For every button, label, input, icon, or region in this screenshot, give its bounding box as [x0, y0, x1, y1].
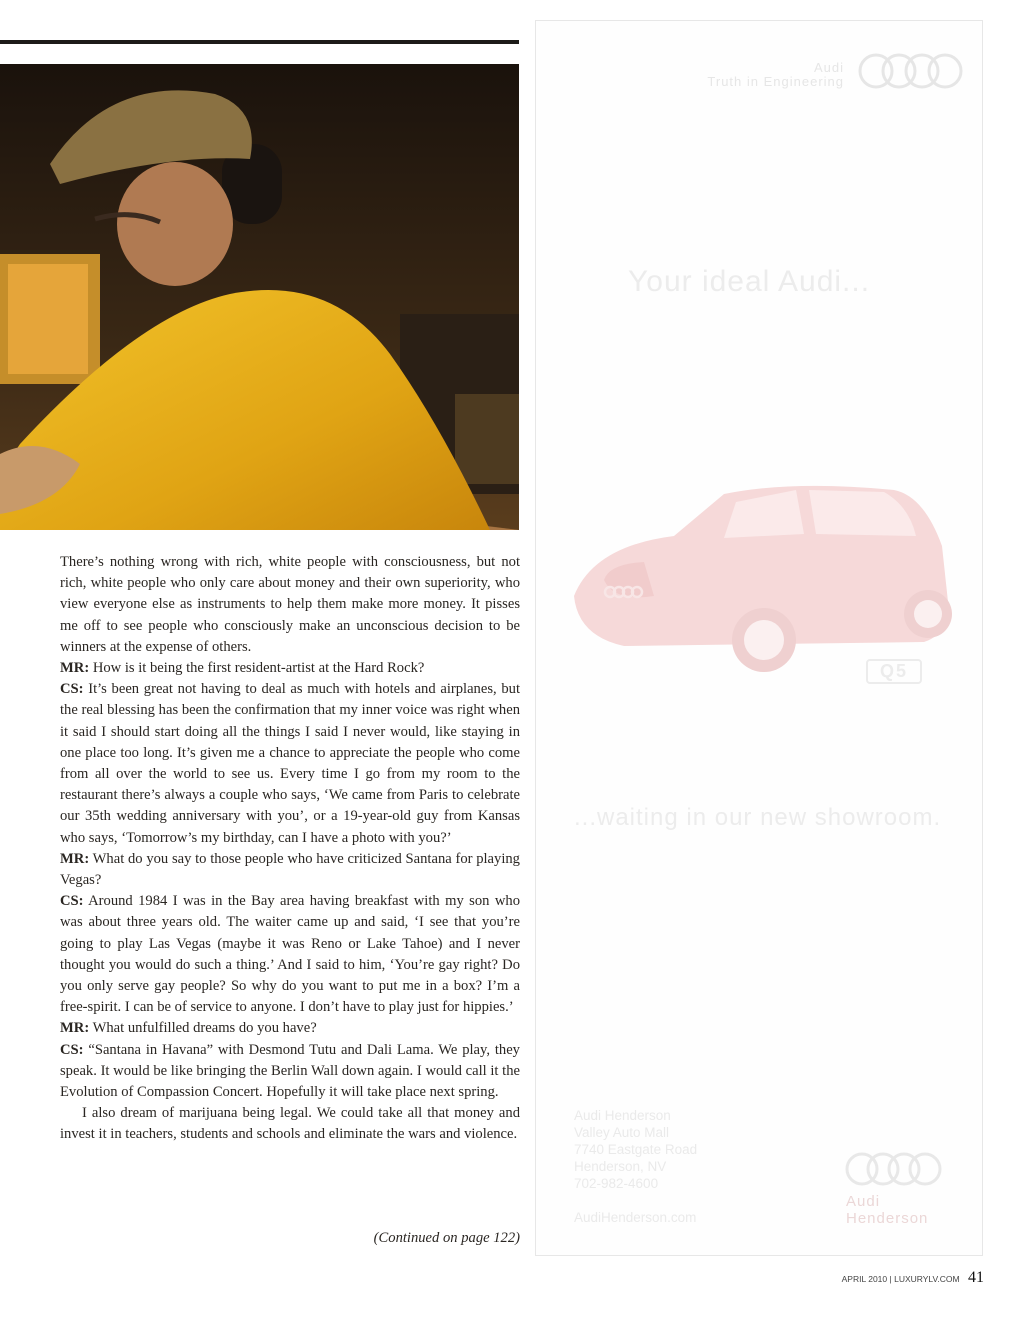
- interview-answer: [60, 679, 520, 849]
- dealer-rings-logo: [842, 1149, 946, 1189]
- ad-brand-tagline: Truth in Engineering: [707, 74, 844, 89]
- dealer-city: Henderson, NV: [574, 1159, 667, 1174]
- page-footer: [842, 1269, 984, 1287]
- interview-question: [60, 658, 520, 679]
- speaker-label: CS:: [60, 893, 84, 910]
- footer-separator: |: [889, 1274, 892, 1284]
- ad-headline: Your ideal Audi...: [628, 265, 871, 298]
- audi-rings-logo: [856, 51, 964, 91]
- page-number: 41: [968, 1269, 984, 1286]
- speaker-label: MR:: [60, 1020, 90, 1037]
- article-body: [60, 552, 520, 1146]
- dealer-address: [574, 1107, 697, 1192]
- answer-text: It’s been great not having to deal as much with hotels and airplanes, but the real blessing has been the confirmation that my inner voice was right when it said I should start doing all the things I said I never would, like staying in one place too long. It’s given me a chance to appreciate the people who come from all over the world to see us. Every time I go from my room to the restaurant there’s always a couple who says, ‘We came from Paris to celebrate our 35th wedding anniversary with you’, or a 19-year-old guy from Kansas who says, ‘Tomorrow’s my birthday, can I have a photo with you?’: [60, 681, 521, 846]
- dealer-logo-text: [846, 1193, 928, 1227]
- ad-brand: [707, 61, 844, 89]
- dealer-logo-line: Audi: [846, 1193, 881, 1210]
- article-paragraph: I also dream of marijuana being legal. We could take all that money and invest it in teachers, students and schools and eliminate the wars and violence.: [60, 1105, 520, 1143]
- speaker-label: CS:: [60, 681, 84, 698]
- interview-answer: [60, 1040, 520, 1104]
- answer-text: “Santana in Havana” with Desmond Tutu and Dali Lama. We play, they speak. It would be like bringing the Berlin Wall down again. I would call it the Evolution of Compassion Concert. Hopefully it will take place next spring.: [60, 1041, 520, 1101]
- dealer-location: Valley Auto Mall: [574, 1125, 670, 1140]
- speaker-label: CS:: [60, 1041, 84, 1058]
- top-rule: [0, 40, 519, 44]
- question-text: What do you say to those people who have criticized Santana for playing Vegas?: [60, 850, 520, 889]
- interview-answer: [60, 891, 520, 1018]
- dealer-phone[interactable]: 702-982-4600: [574, 1176, 659, 1191]
- model-badge: Q5: [866, 659, 922, 684]
- issue-date: APRIL 2010: [841, 1274, 888, 1284]
- continued-link[interactable]: (Continued on page 122): [373, 1230, 520, 1246]
- article-photo: [0, 64, 519, 530]
- speaker-label: MR:: [60, 660, 90, 677]
- dealer-logo-line: Henderson: [846, 1210, 929, 1227]
- footer-site: LUXURYLV.COM: [894, 1274, 960, 1284]
- speaker-label: MR:: [60, 850, 90, 867]
- audi-advertisement[interactable]: [535, 20, 983, 1256]
- question-text: How is it being the first resident-artist at the Hard Rock?: [92, 660, 425, 677]
- ad-brand-name: Audi: [813, 60, 844, 75]
- question-text: What unfulfilled dreams do you have?: [92, 1020, 317, 1037]
- interview-question: [60, 1018, 520, 1039]
- dealer-street: 7740 Eastgate Road: [574, 1142, 698, 1157]
- dealer-name: Audi Henderson: [574, 1108, 671, 1123]
- interview-question: [60, 849, 520, 891]
- article-paragraph: There’s nothing wrong with rich, white people with consciousness, but not rich, white people who only care about money and their own superiority, who view everyone else as instruments to help them make more money. It pisses me off to see people who consciously make an unconscious decision to be winners at the expense of others.: [60, 554, 520, 655]
- dealer-website-link[interactable]: AudiHenderson.com: [574, 1210, 697, 1225]
- ad-tagline: ...waiting in our new showroom.: [574, 804, 942, 831]
- answer-text: Around 1984 I was in the Bay area having breakfast with my son who was about three years old. The waiter came up and said, ‘I see that you’re going to play Las Vegas (maybe it was Reno or Lake Tahoe) and I never thought you would do such a thing.’ And I said to him, ‘You’re gay right? Do you only serve gay people? So why do you want to put me in a box? I’m a free-spirit. I can be of service to anyone. I don’t have to play just for hippies.’: [60, 893, 520, 1016]
